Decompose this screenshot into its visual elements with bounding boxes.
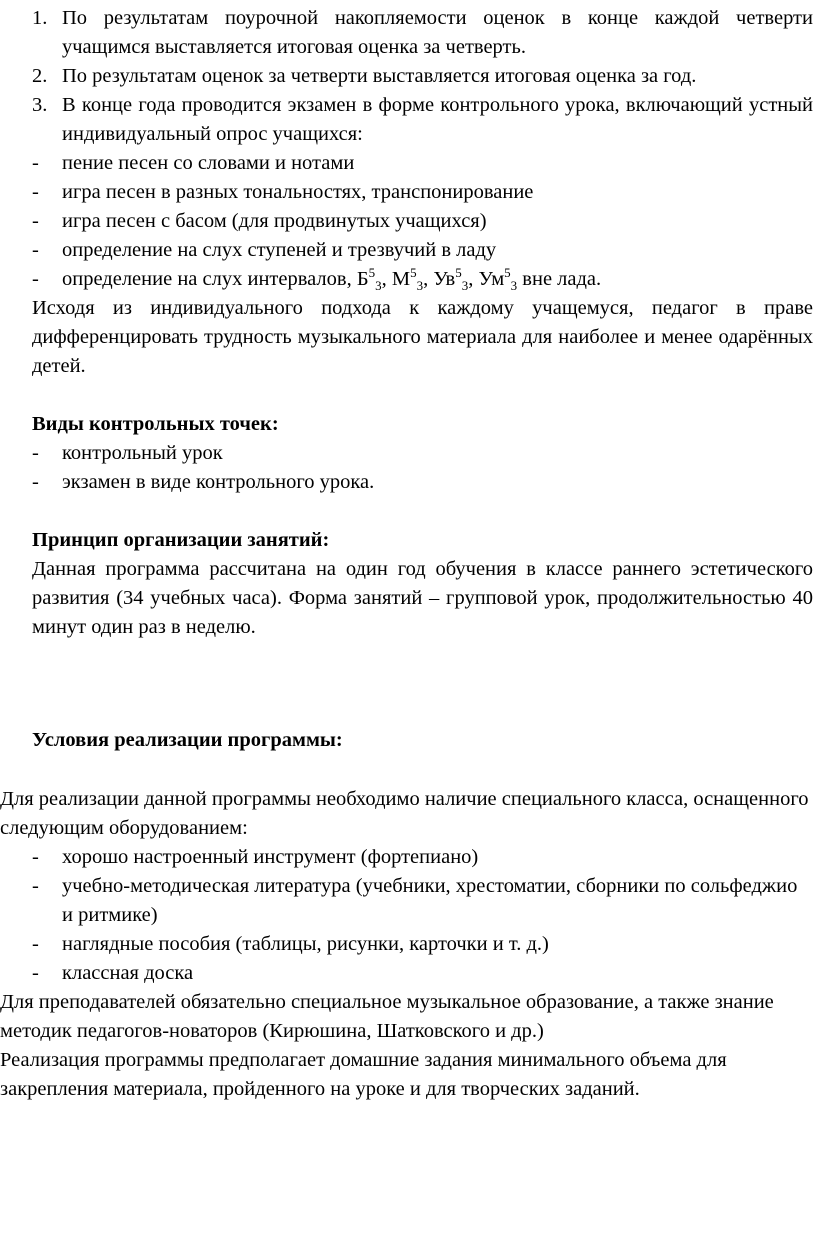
numbered-item xyxy=(32,91,813,149)
list-item-text: определение на слух интервалов, $Б^5_3$, $М^5_3$, $Ув^5_3$, $Ум^5_3$ вне лада. xyxy=(62,265,602,294)
list-dash: - xyxy=(32,268,39,290)
intervals-prefix: определение на слух интервалов, xyxy=(62,268,357,290)
list-item xyxy=(32,468,813,497)
list-dash: - xyxy=(32,471,39,493)
conditions-intro: Для реализации данной программы необходимо наличие специального класса, оснащенного следующим оборудованием: xyxy=(0,788,809,839)
list-item-text: наглядные пособия (таблицы, рисунки, карточки и т. д.) xyxy=(62,933,549,955)
numbered-item xyxy=(32,4,813,62)
list-item-intervals xyxy=(32,265,813,294)
list-item-text: контрольный урок xyxy=(62,442,223,464)
list-item-text: классная доска xyxy=(62,962,194,984)
chord-symbol: $Б^5_3$ xyxy=(356,265,382,294)
item-number: 2. xyxy=(32,65,48,87)
control-points-heading: Виды контрольных точек: xyxy=(32,413,279,435)
conditions-heading: Условия реализации программы: xyxy=(32,729,343,751)
numbered-list xyxy=(32,4,813,149)
list-dash: - xyxy=(32,933,39,955)
item-number: 1. xyxy=(32,7,48,29)
list-item xyxy=(32,843,813,872)
item-text: В конце года проводится экзамен в форме контрольного урока, включающий устный индивидуальный опрос учащихся: xyxy=(62,94,813,145)
item-text: По результатам поурочной накопляемости оценок в конце каждой четверти учащимся выставляется итоговая оценка за четверть. xyxy=(62,7,813,58)
equipment-list xyxy=(32,843,813,988)
list-item-text: хорошо настроенный инструмент (фортепиано) xyxy=(62,846,479,868)
list-item-text: игра песен с басом (для продвинутых учащихся) xyxy=(62,210,487,232)
list-item xyxy=(32,930,813,959)
list-item-text: учебно-методическая литература (учебники, хрестоматии, сборники по сольфеджио и ритмике) xyxy=(62,875,798,926)
list-dash: - xyxy=(32,152,39,174)
organization-heading: Принцип организации занятий: xyxy=(32,529,330,551)
organization-paragraph: Данная программа рассчитана на один год обучения в классе раннего эстетического развития (34 учебных часа). Форма занятий – групповой урок, продолжительностью 40 минут один раз в неделю. xyxy=(32,558,813,638)
item-text: По результатам оценок за четверти выставляется итоговая оценка за год. xyxy=(62,65,697,87)
individual-approach-paragraph: Исходя из индивидуального подхода к каждому учащемуся, педагог в праве дифференцировать трудность музыкального материала для наиболее и менее одарённых детей. xyxy=(32,297,813,377)
list-item xyxy=(32,236,813,265)
chord-symbol: $Ув^5_3$ xyxy=(433,265,469,294)
list-item-text: пение песен со словами и нотами xyxy=(62,152,355,174)
list-dash: - xyxy=(32,181,39,203)
list-dash: - xyxy=(32,442,39,464)
list-item-text: игра песен в разных тональностях, транспонирование xyxy=(62,181,534,203)
list-item-text: экзамен в виде контрольного урока. xyxy=(62,471,375,493)
list-item xyxy=(32,959,813,988)
list-dash: - xyxy=(32,846,39,868)
exam-list xyxy=(32,149,813,294)
list-item xyxy=(32,178,813,207)
list-item xyxy=(32,149,813,178)
intervals-suffix: вне лада. xyxy=(517,268,602,290)
homework-paragraph: Реализация программы предполагает домашние задания минимального объема для закрепления материала, пройденного на уроке и для творческих заданий. xyxy=(0,1049,727,1100)
list-dash: - xyxy=(32,210,39,232)
list-item xyxy=(32,872,813,930)
item-number: 3. xyxy=(32,94,48,116)
list-dash: - xyxy=(32,239,39,261)
teachers-paragraph: Для преподавателей обязательно специальное музыкальное образование, а также знание методик педагогов-новаторов (Кирюшина, Шатковского и др.) xyxy=(0,991,774,1042)
chord-symbol: $Ум^5_3$ xyxy=(478,265,518,294)
list-item-text: определение на слух ступеней и трезвучий в ладу xyxy=(62,239,497,261)
list-dash: - xyxy=(32,962,39,984)
list-dash: - xyxy=(32,875,39,897)
list-item xyxy=(32,439,813,468)
control-points-list xyxy=(32,439,813,497)
list-item xyxy=(32,207,813,236)
chord-symbol: $М^5_3$ xyxy=(391,265,424,294)
numbered-item xyxy=(32,62,813,91)
